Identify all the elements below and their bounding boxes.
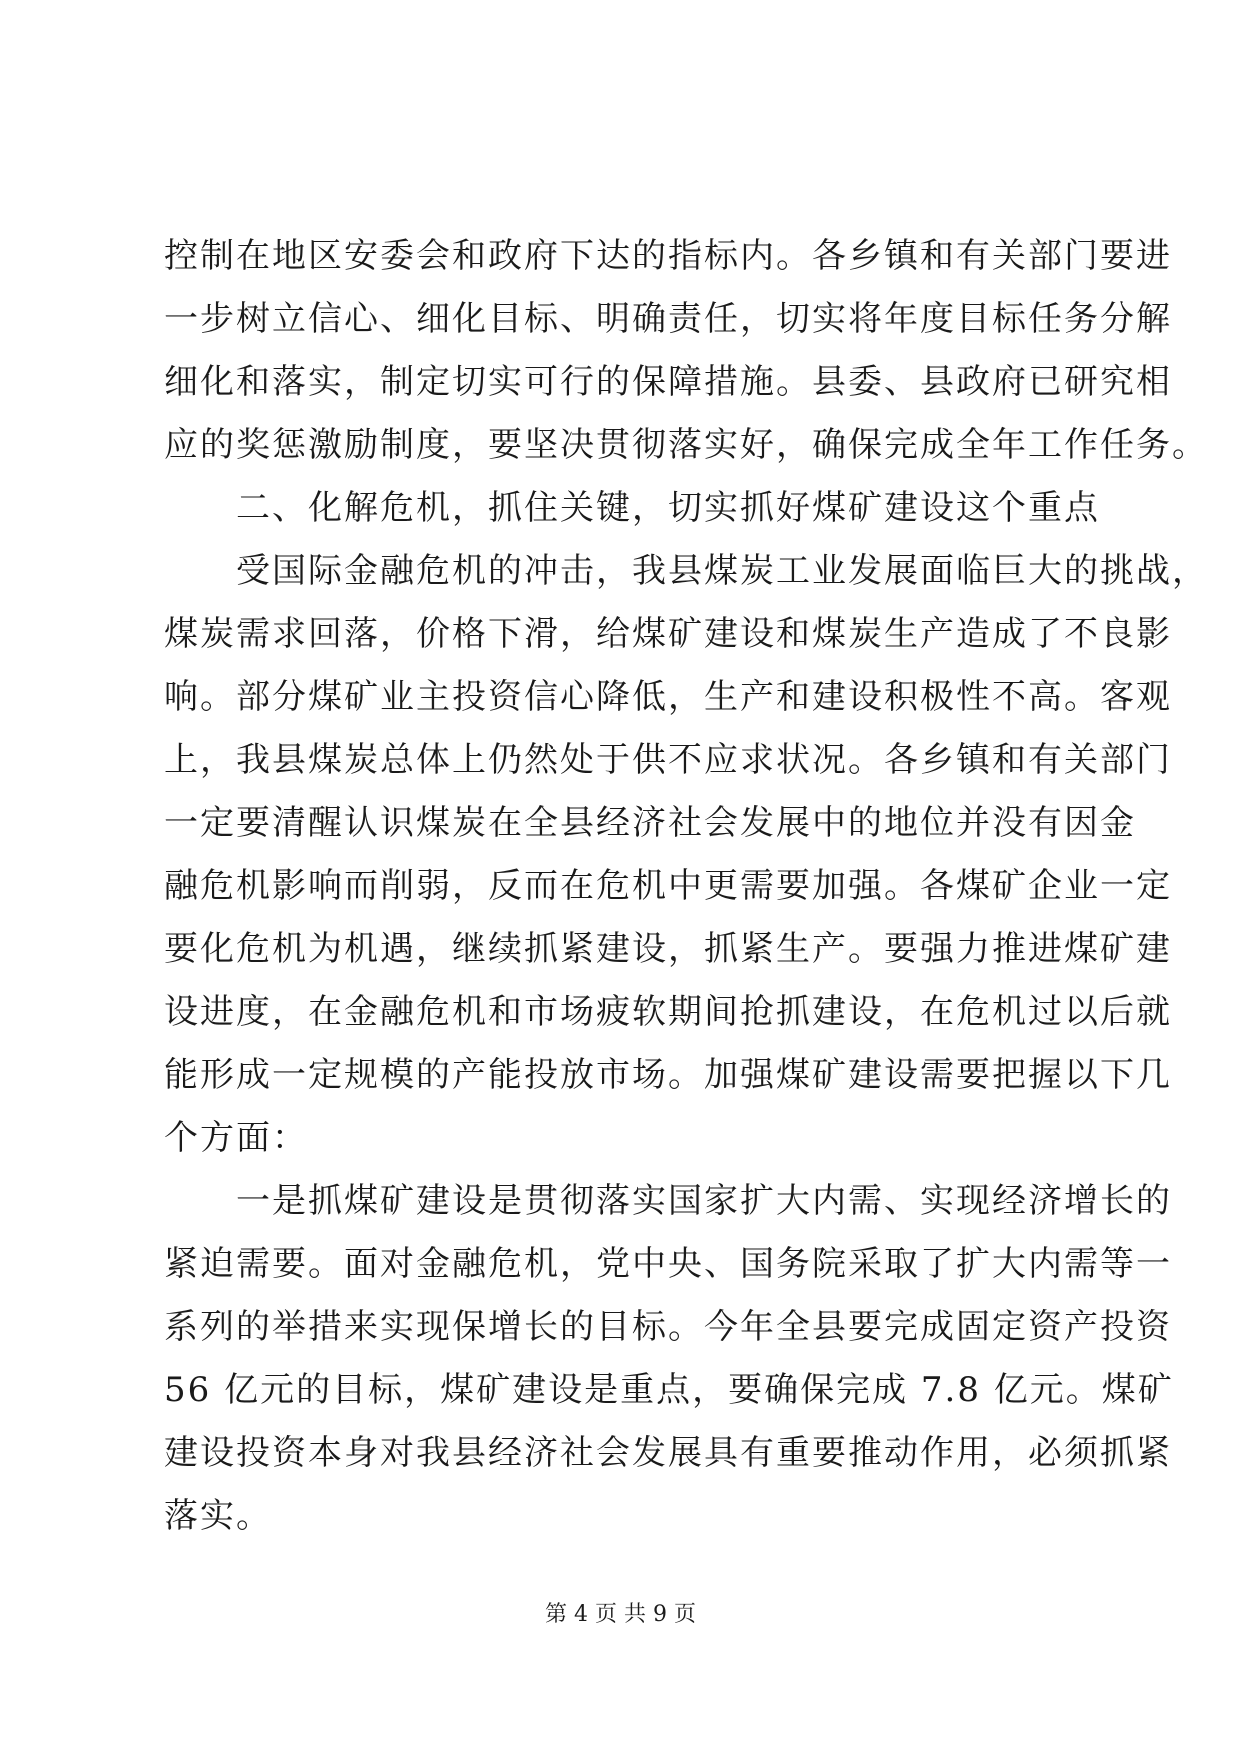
- text-line: 一定要清醒认识煤炭在全县经济社会发展中的地位并没有因金: [164, 803, 1136, 843]
- text-line: 一步树立信心、细化目标、明确责任，切实将年度目标任务分解: [164, 299, 1172, 339]
- text-line: 应的奖惩激励制度，要坚决贯彻落实好，确保完成全年工作任务。: [164, 425, 1208, 465]
- text-line: 上，我县煤炭总体上仍然处于供不应求状况。各乡镇和有关部门: [164, 740, 1172, 780]
- text-line: 受国际金融危机的冲击，我县煤炭工业发展面临巨大的挑战，: [236, 551, 1208, 591]
- section-heading: 二、化解危机，抓住关键，切实抓好煤矿建设这个重点: [236, 488, 1100, 528]
- text-line: 融危机影响而削弱，反而在危机中更需要加强。各煤矿企业一定: [164, 866, 1172, 906]
- text-line: 一是抓煤矿建设是贯彻落实国家扩大内需、实现经济增长的: [236, 1181, 1172, 1221]
- text-line: 紧迫需要。面对金融危机，党中央、国务院采取了扩大内需等一: [164, 1244, 1172, 1284]
- text-line: 煤炭需求回落，价格下滑，给煤矿建设和煤炭生产造成了不良影: [164, 614, 1172, 654]
- text-line: 落实。: [164, 1496, 272, 1536]
- text-line: 能形成一定规模的产能投放市场。加强煤矿建设需要把握以下几: [164, 1055, 1172, 1095]
- text-line: 控制在地区安委会和政府下达的指标内。各乡镇和有关部门要进: [164, 236, 1172, 276]
- document-body: [164, 225, 1208, 1548]
- text-line: 56 亿元的目标，煤矿建设是重点，要确保完成 7.8 亿元。煤矿: [164, 1370, 1174, 1410]
- text-line: 细化和落实，制定切实可行的保障措施。县委、县政府已研究相: [164, 362, 1172, 402]
- text-line: 设进度，在金融危机和市场疲软期间抢抓建设，在危机过以后就: [164, 992, 1172, 1032]
- text-line: 个方面：: [164, 1118, 308, 1158]
- text-line: 要化危机为机遇，继续抓紧建设，抓紧生产。要强力推进煤矿建: [164, 929, 1172, 969]
- text-line: 系列的举措来实现保增长的目标。今年全县要完成固定资产投资: [164, 1307, 1172, 1347]
- text-line: 响。部分煤矿业主投资信心降低，生产和建设积极性不高。客观: [164, 677, 1172, 717]
- page-number-footer: 第 4 页 共 9 页: [545, 1602, 696, 1627]
- text-line: 建设投资本身对我县经济社会发展具有重要推动作用，必须抓紧: [164, 1433, 1172, 1473]
